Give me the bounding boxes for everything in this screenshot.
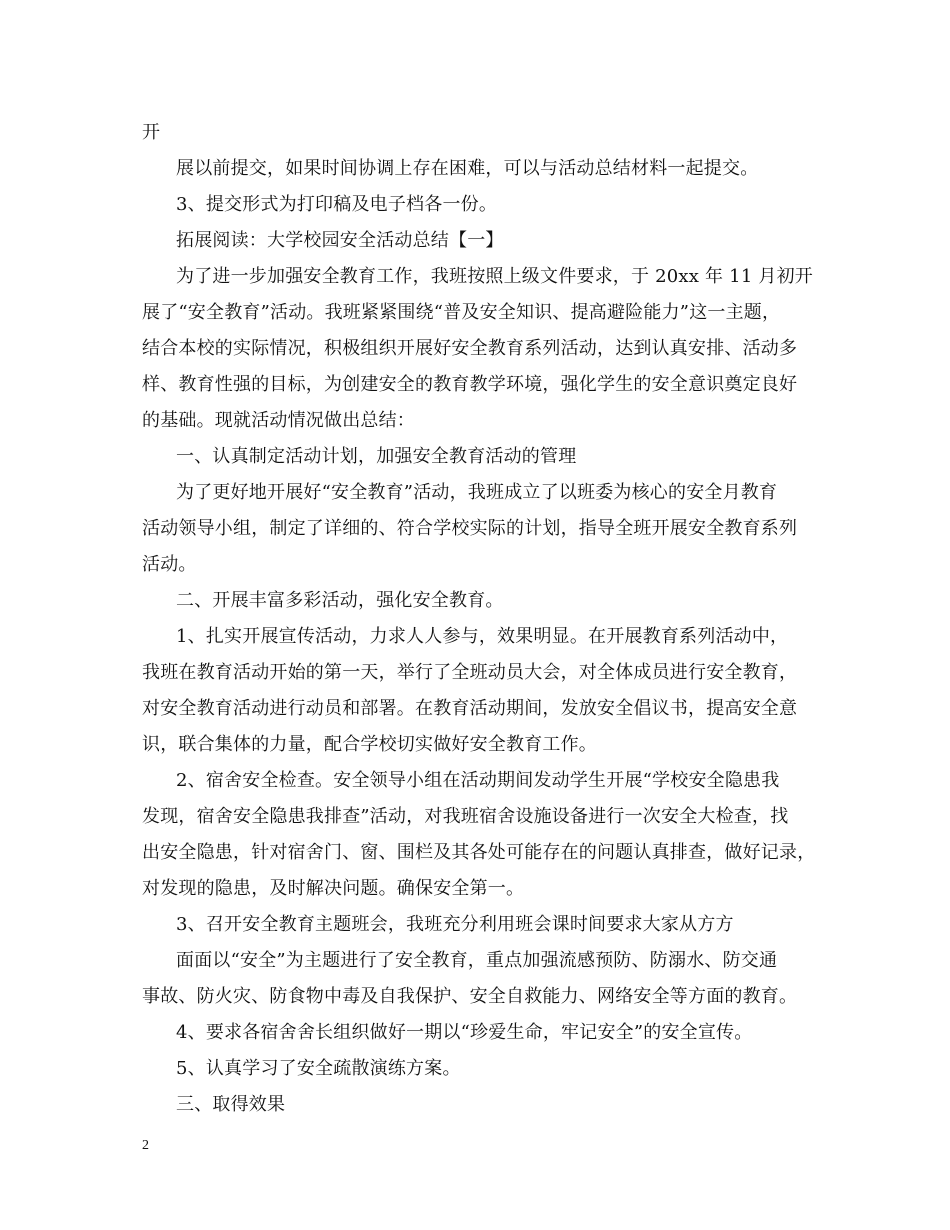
body-line: 出安全隐患，针对宿舍门、窗、围栏及其各处可能存在的问题认真排查，做好记录， <box>142 842 816 863</box>
body-line: 面面以“安全”为主题进行了安全教育，重点加强流感预防、防溺水、防交通 <box>176 950 778 971</box>
body-line: 的基础。现就活动情况做出总结： <box>142 410 415 431</box>
body-line: 为了进一步加强安全教育工作，我班按照上级文件要求，于 20xx 年 11 月初开 <box>176 266 813 287</box>
section-heading: 三、取得效果 <box>176 1094 286 1115</box>
body-line: 活动。 <box>142 554 197 575</box>
body-line: 1、扎实开展宣传活动，力求人人参与，效果明显。在开展教育系列活动中， <box>176 626 789 647</box>
body-line: 为了更好地开展好“安全教育”活动，我班成立了以班委为核心的安全月教育 <box>176 482 778 503</box>
body-line: 3、召开安全教育主题班会，我班充分利用班会课时间要求大家从方方 <box>176 914 734 935</box>
body-line: 对安全教育活动进行动员和部署。在教育活动期间，发放安全倡议书，提高安全意 <box>142 698 798 719</box>
body-line: 识，联合集体的力量，配合学校切实做好安全教育工作。 <box>142 734 597 755</box>
body-line: 事故、防火灾、防食物中毒及自我保护、安全自救能力、网络安全等方面的教育。 <box>142 986 798 1007</box>
body-line: 展以前提交，如果时间协调上存在困难，可以与活动总结材料一起提交。 <box>176 158 759 179</box>
body-line: 5、认真学习了安全疏散演练方案。 <box>176 1058 461 1079</box>
body-line: 3、提交形式为打印稿及电子档各一份。 <box>176 194 498 215</box>
body-line: 开 <box>142 122 161 143</box>
body-line: 结合本校的实际情况，积极组织开展好安全教育系列活动，达到认真安排、活动多 <box>142 338 798 359</box>
section-heading: 一、认真制定活动计划，加强安全教育活动的管理 <box>176 446 577 467</box>
body-line: 我班在教育活动开始的第一天，举行了全班动员大会，对全体成员进行安全教育， <box>142 662 798 683</box>
section-heading: 拓展阅读：大学校园安全活动总结【一】 <box>176 230 504 251</box>
body-line: 4、要求各宿舍舍长组织做好一期以“珍爱生命，牢记安全”的安全宣传。 <box>176 1022 753 1043</box>
body-line: 展了“安全教育”活动。我班紧紧围绕“普及安全知识、提高避险能力”这一主题， <box>142 302 781 323</box>
body-line: 发现，宿舍安全隐患我排查”活动，对我班宿舍设施设备进行一次安全大检查，找 <box>142 806 789 827</box>
body-line: 对发现的隐患，及时解决问题。确保安全第一。 <box>142 878 525 899</box>
body-line: 活动领导小组，制定了详细的、符合学校实际的计划，指导全班开展安全教育系列 <box>142 518 798 539</box>
body-line: 2、宿舍安全检查。安全领导小组在活动期间发动学生开展“学校安全隐患我 <box>176 770 780 791</box>
body-line: 样、教育性强的目标，为创建安全的教育教学环境，强化学生的安全意识奠定良好 <box>142 374 798 395</box>
section-heading: 二、开展丰富多彩活动，强化安全教育。 <box>176 590 504 611</box>
page-number: 2 <box>142 1138 149 1153</box>
